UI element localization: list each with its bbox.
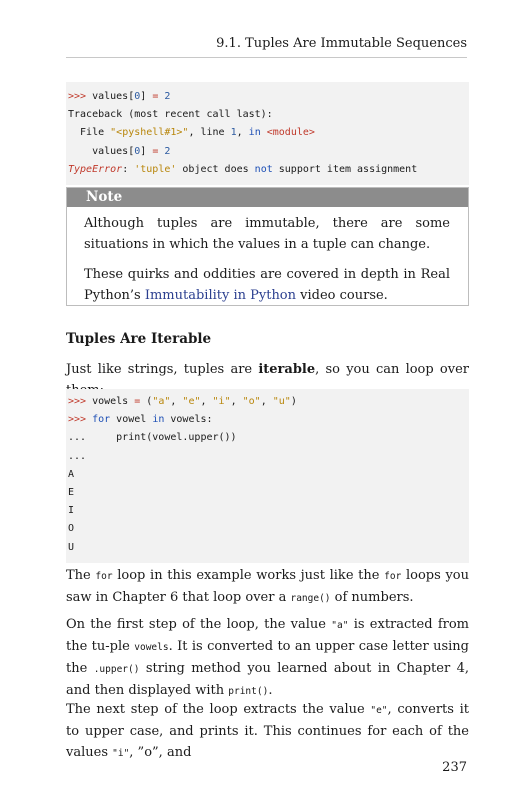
inline-code: for xyxy=(384,571,402,582)
code-number: 0 xyxy=(134,91,141,102)
inline-code: "i" xyxy=(112,748,130,759)
text: loop in this example works just like the xyxy=(112,568,385,583)
note-body xyxy=(67,207,468,306)
note-text: These quirks and oddities are covered in depth in Real Python’s xyxy=(84,267,450,303)
code-operator: = xyxy=(152,91,159,102)
code-operator: = xyxy=(152,145,159,157)
code-text: , xyxy=(230,396,243,407)
output-line: E xyxy=(68,486,75,498)
code-text: File xyxy=(68,127,111,139)
page-number: 237 xyxy=(442,760,467,775)
text: The next step of the loop extracts the value xyxy=(66,702,371,717)
section-heading: Tuples Are Iterable xyxy=(66,331,212,347)
body-paragraph xyxy=(66,614,469,702)
output-line: I xyxy=(68,505,75,517)
immutability-link[interactable]: Immutability in Python xyxy=(144,288,297,303)
code-text: , xyxy=(236,127,249,139)
text: , ”o”, and xyxy=(129,745,192,760)
inline-code: for xyxy=(95,571,113,582)
inline-code: vowels xyxy=(134,642,169,653)
code-number: 2 xyxy=(164,91,171,102)
code-string: "e" xyxy=(182,396,201,407)
code-text: object does xyxy=(176,163,255,175)
output-line: O xyxy=(68,523,75,535)
code-text: , xyxy=(260,396,273,407)
inline-code: print() xyxy=(228,686,269,697)
output-line: A xyxy=(68,468,75,480)
inline-code: "a" xyxy=(331,620,349,631)
code-string: "o" xyxy=(242,396,261,407)
code-line xyxy=(68,411,469,429)
code-block-loop xyxy=(66,389,469,563)
text: , so you can loop over xyxy=(315,362,469,377)
bold-term: iterable xyxy=(258,362,316,377)
text: . xyxy=(268,683,273,698)
text: On the first step of the loop, the value xyxy=(66,617,332,632)
code-text: ] xyxy=(140,91,153,102)
running-header: 9.1. Tuples Are Immutable Sequences xyxy=(66,36,467,58)
code-line xyxy=(68,124,469,142)
text: of numbers. xyxy=(330,590,414,605)
code-keyword: not xyxy=(254,163,273,175)
note-title: Note xyxy=(67,188,468,207)
code-line: ... print(vowel.upper()) xyxy=(68,432,237,444)
code-keyword: for xyxy=(92,414,111,426)
text: string method you learned about in Chapter 4, and then displayed with xyxy=(66,661,469,698)
code-string: "<pyshell#1>" xyxy=(110,127,189,139)
code-text: , line xyxy=(188,127,231,139)
code-line xyxy=(68,143,469,161)
code-text: support item assignment xyxy=(272,163,418,175)
code-text: ) xyxy=(290,396,297,407)
note-paragraph: Although tuples are immutable, there are some situations in which the values in a tuple can change. xyxy=(84,216,450,252)
code-line: Traceback (most recent call last): xyxy=(68,109,273,121)
output-line: U xyxy=(68,541,75,553)
code-keyword: in xyxy=(248,127,261,139)
code-number: 1 xyxy=(230,127,237,139)
code-keyword: in xyxy=(152,414,165,426)
code-text: ( xyxy=(140,396,153,407)
code-line: ... xyxy=(68,450,87,462)
inline-code: "e" xyxy=(370,705,388,716)
code-text: values[ xyxy=(68,145,135,157)
code-error-name: TypeError xyxy=(68,163,123,175)
inline-code: range() xyxy=(290,593,331,604)
text: is extracted from the tu-ple xyxy=(66,617,469,654)
body-paragraph xyxy=(66,565,469,609)
text: , converts it to upper case, and prints it. This continues for each of the values xyxy=(66,702,469,760)
code-block-traceback xyxy=(66,82,469,185)
code-string: "i" xyxy=(212,396,231,407)
code-text: values[ xyxy=(86,91,135,102)
code-line xyxy=(68,88,469,106)
code-operator: = xyxy=(134,396,141,407)
note-text: video course. xyxy=(296,288,388,303)
code-text: vowels: xyxy=(164,414,213,426)
text: . It is converted to an upper case letter using the xyxy=(66,639,469,676)
code-string: "a" xyxy=(152,396,171,407)
note-box xyxy=(66,187,469,306)
code-text: vowel xyxy=(110,414,153,426)
text: The xyxy=(66,568,96,583)
code-string: 'tuple' xyxy=(134,163,177,175)
prompt: >>> xyxy=(68,91,87,102)
code-module: <module> xyxy=(266,127,315,139)
code-number: 0 xyxy=(134,145,141,157)
code-text: vowels xyxy=(86,396,135,407)
code-text: ] xyxy=(140,145,153,157)
code-text: : xyxy=(122,163,135,175)
code-line xyxy=(68,161,469,179)
body-paragraph xyxy=(66,699,469,764)
code-number: 2 xyxy=(164,145,171,157)
note-paragraph xyxy=(84,264,450,306)
text: loops you saw in Chapter 6 that loop over a xyxy=(66,568,469,605)
code-string: "u" xyxy=(272,396,291,407)
inline-code: .upper() xyxy=(93,664,140,675)
prompt: >>> xyxy=(68,396,87,407)
code-text: , xyxy=(200,396,213,407)
text: Just like strings, tuples are xyxy=(66,362,259,377)
code-line xyxy=(68,393,469,411)
code-text: , xyxy=(170,396,183,407)
prompt: >>> xyxy=(68,414,87,426)
